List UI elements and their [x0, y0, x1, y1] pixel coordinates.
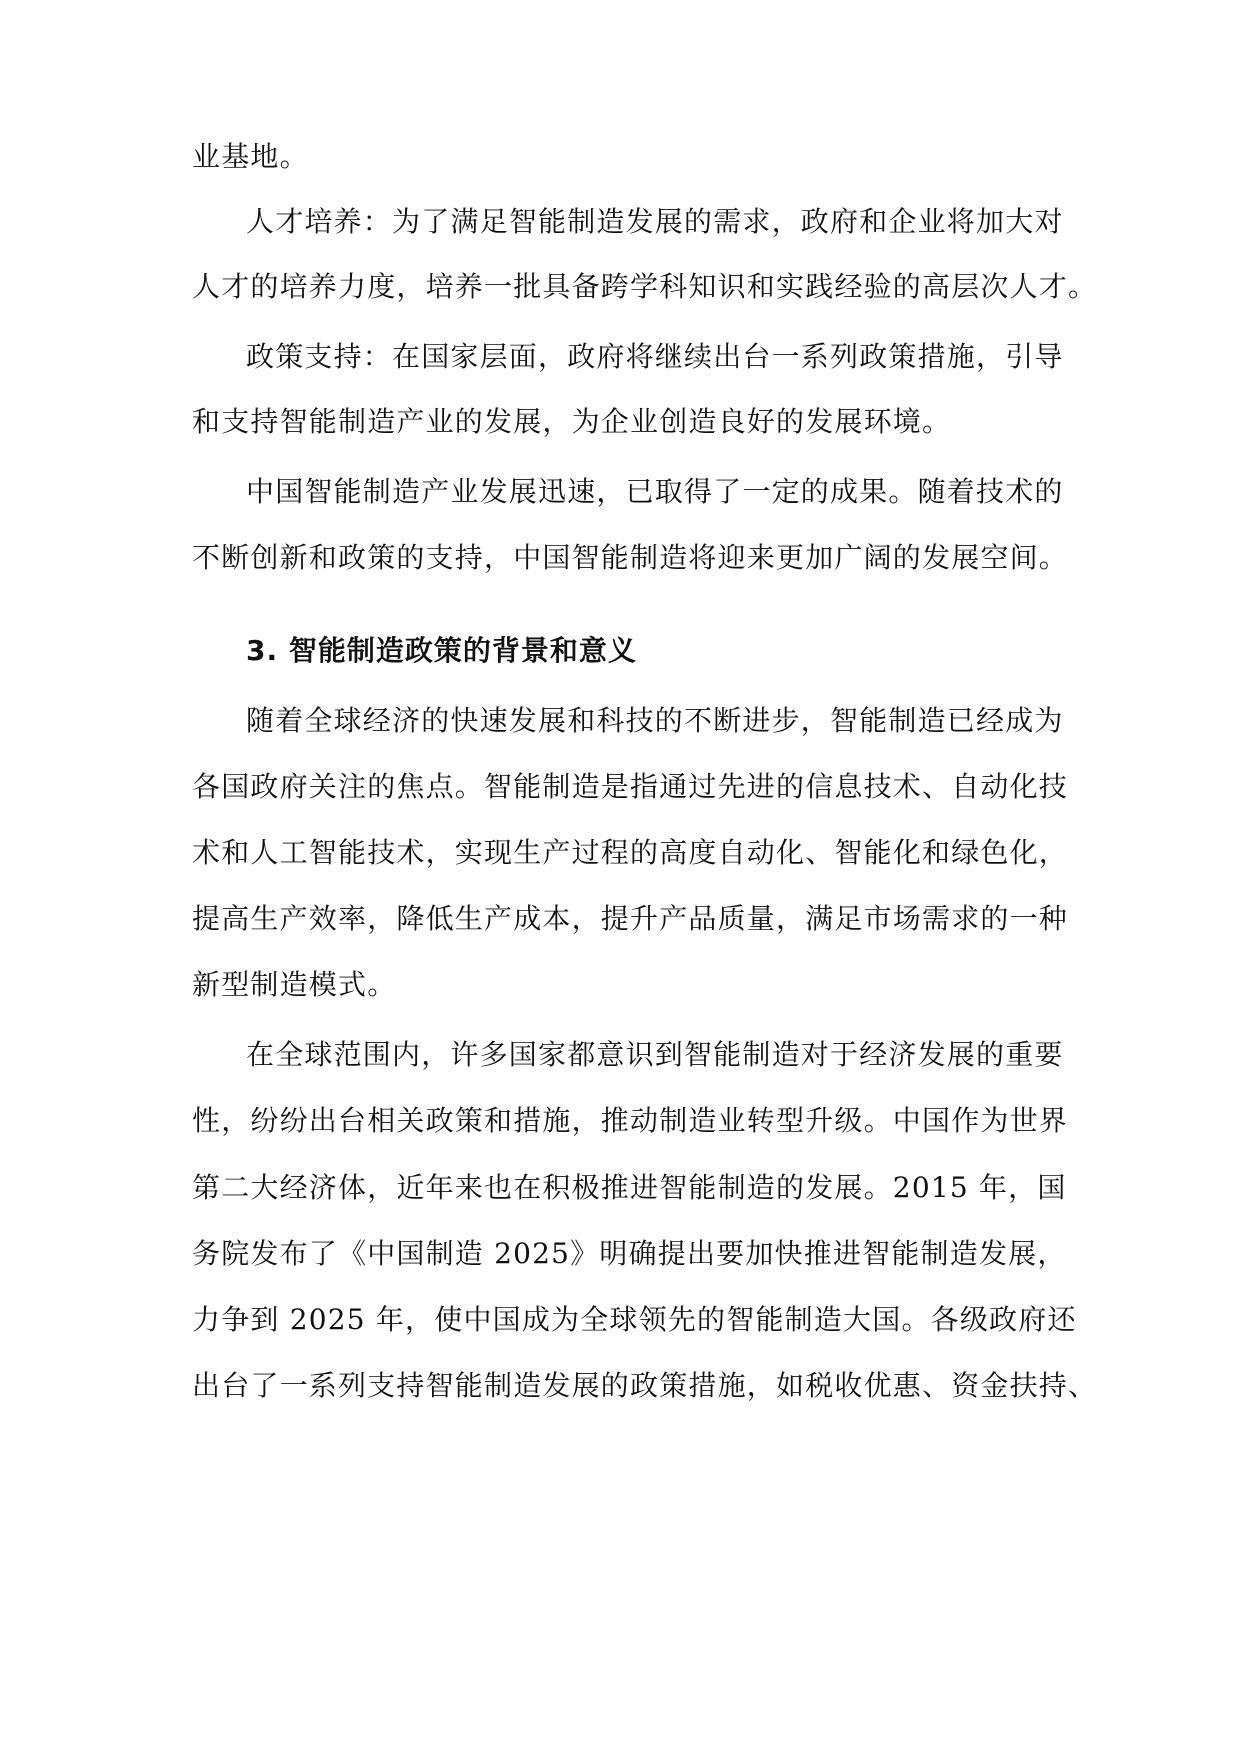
paragraph-line: 业基地。: [192, 140, 309, 173]
paragraph-line: 务院发布了《中国制造 2025》明确提出要加快推进智能制造发展，: [192, 1237, 1067, 1270]
paragraph-line: 力争到 2025 年，使中国成为全球领先的智能制造大国。各级政府还: [192, 1303, 1077, 1336]
paragraph-line: 术和人工智能技术，实现生产过程的高度自动化、智能化和绿色化，: [192, 836, 1069, 869]
paragraph-line: 政策支持：在国家层面，政府将继续出台一系列政策措施，引导: [246, 340, 1064, 373]
paragraph-line: 随着全球经济的快速发展和科技的不断进步，智能制造已经成为: [246, 704, 1064, 737]
paragraph-line: 性，纷纷出台相关政策和措施，推动制造业转型升级。中国作为世界: [192, 1104, 1069, 1137]
paragraph-line: 各国政府关注的焦点。智能制造是指通过先进的信息技术、自动化技: [192, 770, 1069, 803]
paragraph-line: 中国智能制造产业发展迅速，已取得了一定的成果。随着技术的: [246, 475, 1064, 508]
section-heading: 3. 智能制造政策的背景和意义: [246, 634, 637, 667]
paragraph-line: 出台了一系列支持智能制造发展的政策措施，如税收优惠、资金扶持、: [192, 1369, 1098, 1402]
paragraph-line: 新型制造模式。: [192, 968, 397, 1001]
paragraph-line: 提高生产效率，降低生产成本，提升产品质量，满足市场需求的一种: [192, 902, 1069, 935]
paragraph-line: 第二大经济体，近年来也在积极推进智能制造的发展。2015 年，国: [192, 1171, 1067, 1204]
paragraph-line: 和支持智能制造产业的发展，为企业创造良好的发展环境。: [192, 405, 952, 438]
paragraph-line: 人才培养：为了满足智能制造发展的需求，政府和企业将加大对: [246, 205, 1064, 238]
paragraph-line: 不断创新和政策的支持，中国智能制造将迎来更加广阔的发展空间。: [192, 541, 1069, 574]
paragraph-line: 人才的培养力度，培养一批具备跨学科知识和实践经验的高层次人才。: [192, 270, 1098, 303]
paragraph-line: 在全球范围内，许多国家都意识到智能制造对于经济发展的重要: [246, 1038, 1064, 1071]
